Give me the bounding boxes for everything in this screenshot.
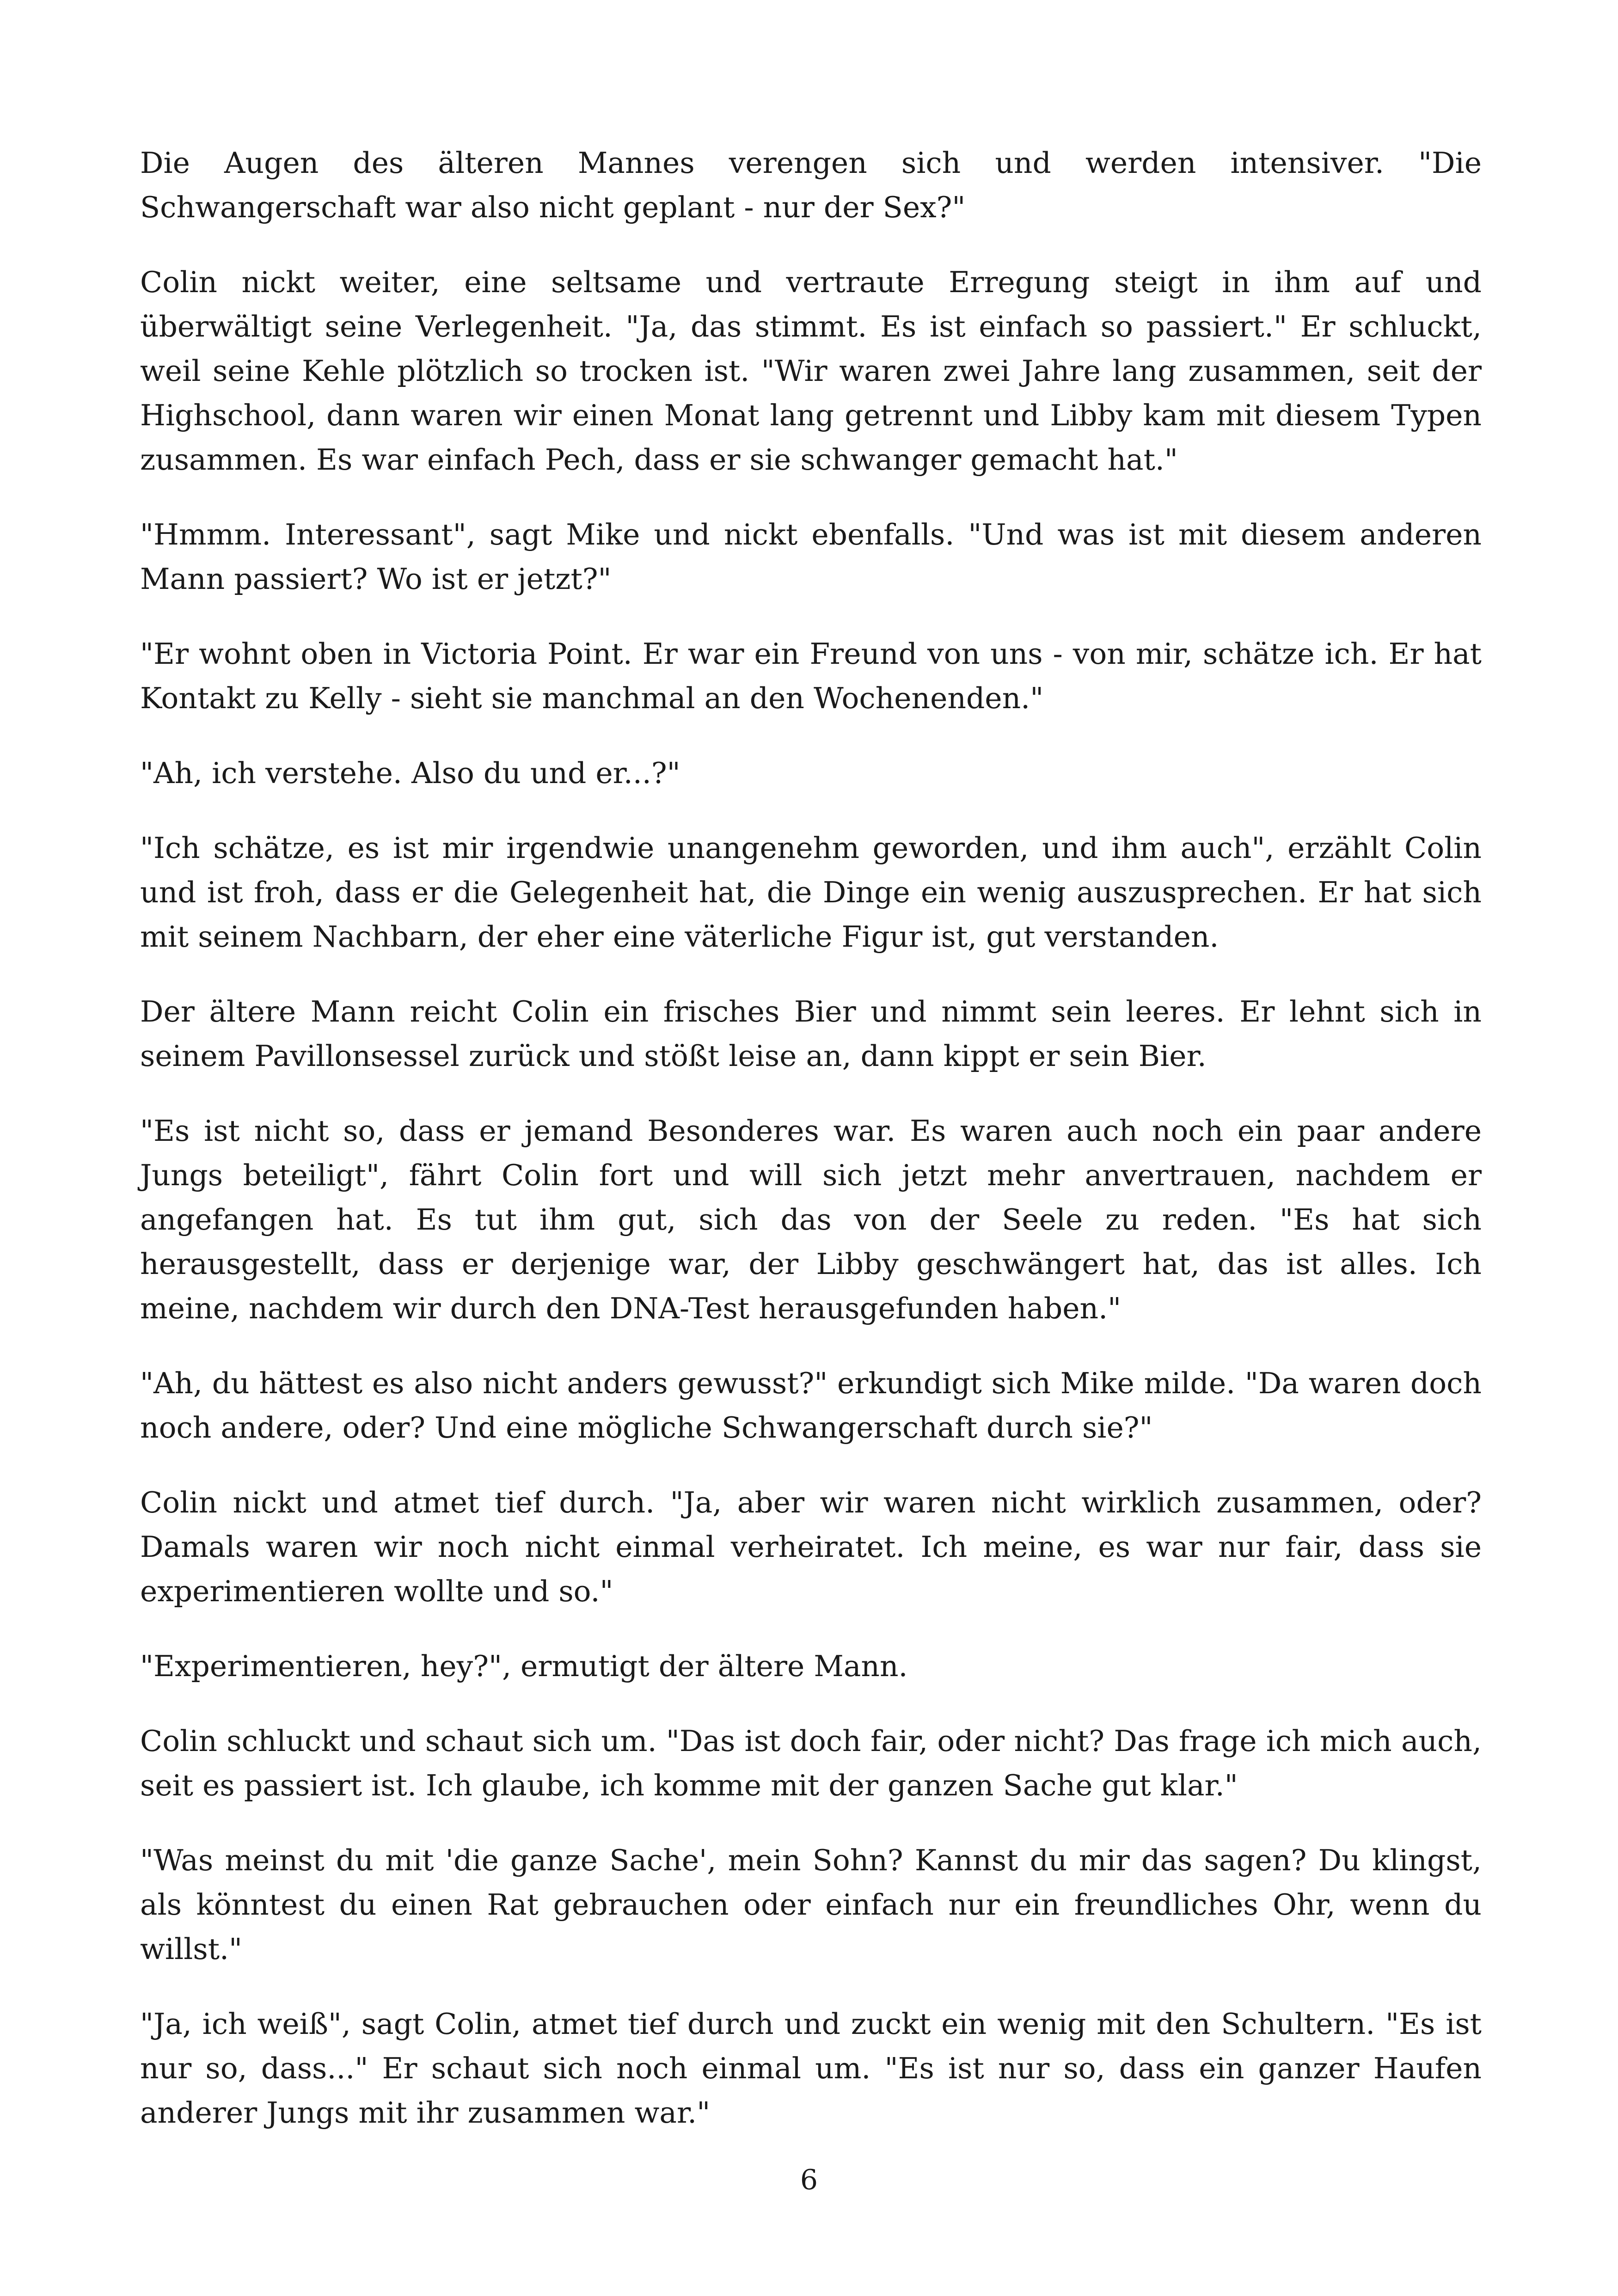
body-text — [140, 141, 1482, 2166]
paragraph: "Ah, du hättest es also nicht anders gewusst?" erkundigt sich Mike milde. "Da waren doch noch andere, oder? Und eine mögliche Schwangerschaft durch sie?" — [140, 1366, 1482, 1445]
paragraph: "Hmmm. Interessant", sagt Mike und nickt ebenfalls. "Und was ist mit diesem anderen Mann passiert? Wo ist er jetzt?" — [140, 518, 1482, 596]
paragraph: "Ich schätze, es ist mir irgendwie unangenehm geworden, und ihm auch", erzählt Colin und ist froh, dass er die Gelegenheit hat, die Dinge ein wenig auszusprechen. Er hat sich mit seinem Nachbarn, der eher eine väterliche Figur ist, gut verstanden. — [140, 831, 1482, 954]
paragraph: "Ah, ich verstehe. Also du und er...?" — [140, 756, 680, 790]
paragraph: Der ältere Mann reicht Colin ein frisches Bier und nimmt sein leeres. Er lehnt sich in seinem Pavillonsessel zurück und stößt leise an, dann kippt er sein Bier. — [140, 995, 1482, 1073]
paragraph: "Was meinst du mit 'die ganze Sache', mein Sohn? Kannst du mir das sagen? Du klingst, als könntest du einen Rat gebrauchen oder einfach nur ein freundliches Ohr, wenn du willst." — [140, 1843, 1482, 1966]
paragraph: Colin nickt und atmet tief durch. "Ja, aber wir waren nicht wirklich zusammen, oder? Damals waren wir noch nicht einmal verheiratet. Ich meine, es war nur fair, dass sie experimentieren wollte und so." — [140, 1486, 1482, 1608]
paragraph: "Es ist nicht so, dass er jemand Besonderes war. Es waren auch noch ein paar andere Jungs beteiligt", fährt Colin fort und will sich jetzt mehr anvertrauen, nachdem er angefangen hat. Es tut ihm gut, sich das von der Seele zu reden. "Es hat sich herausgestellt, dass er derjenige war, der Libby geschwängert hat, das ist alles. Ich meine, nachdem wir durch den DNA-Test herausgefunden haben." — [140, 1114, 1482, 1325]
paragraph: Colin schluckt und schaut sich um. "Das ist doch fair, oder nicht? Das frage ich mich auch, seit es passiert ist. Ich glaube, ich komme mit der ganzen Sache gut klar." — [140, 1724, 1482, 1802]
page-number: 6 — [800, 2164, 818, 2196]
paragraph: "Ja, ich weiß", sagt Colin, atmet tief durch und zuckt ein wenig mit den Schultern. "Es ist nur so, dass..." Er schaut sich noch einmal um. "Es ist nur so, dass ein ganzer Haufen anderer Jungs mit ihr zusammen war." — [140, 2007, 1482, 2130]
paragraph: Colin nickt weiter, eine seltsame und vertraute Erregung steigt in ihm auf und überwältigt seine Verlegenheit. "Ja, das stimmt. Es ist einfach so passiert." Er schluckt, weil seine Kehle plötzlich so trocken ist. "Wir waren zwei Jahre lang zusammen, seit der Highschool, dann waren wir einen Monat lang getrennt und Libby kam mit diesem Typen zusammen. Es war einfach Pech, dass er sie schwanger gemacht hat." — [140, 265, 1482, 477]
paragraph: Die Augen des älteren Mannes verengen sich und werden intensiver. "Die Schwangerschaft war also nicht geplant - nur der Sex?" — [140, 146, 1482, 224]
paragraph: "Er wohnt oben in Victoria Point. Er war ein Freund von uns - von mir, schätze ich. Er hat Kontakt zu Kelly - sieht sie manchmal an den Wochenenden." — [140, 637, 1482, 715]
paragraph: "Experimentieren, hey?", ermutigt der ältere Mann. — [140, 1649, 908, 1683]
